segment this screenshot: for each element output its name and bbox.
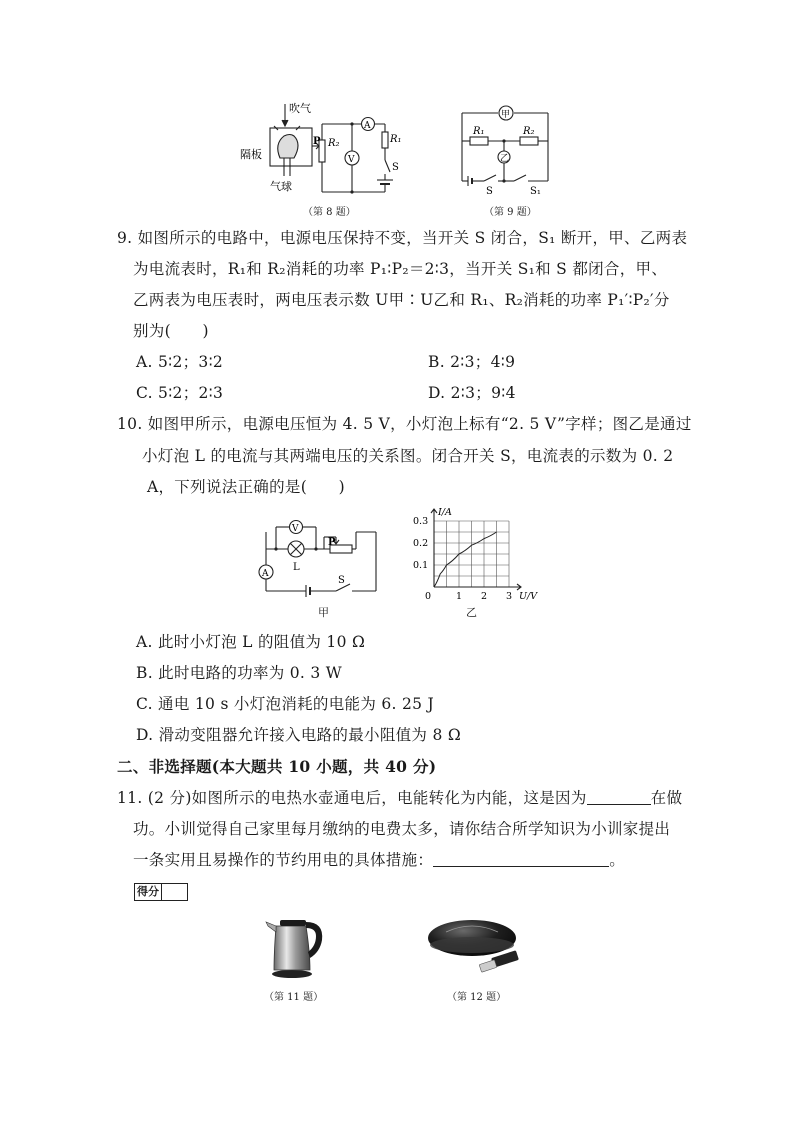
figure-8-caption: （第 8 题）	[303, 207, 356, 218]
fig10-V-label: V	[292, 524, 299, 534]
fig9-R1-label: R₁	[473, 126, 485, 137]
fig8-P-label: P	[313, 136, 321, 147]
figure-10-jia-caption: 甲	[318, 606, 329, 619]
fig8-S-label: S	[392, 162, 399, 173]
q9-option-c: C. 5∶2；2∶3	[136, 384, 224, 402]
kettle-image	[262, 912, 330, 980]
q9-line2: 为电流表时，R₁和 R₂消耗的功率 P₁∶P₂＝2∶3，当开关 S₁和 S 都闭合，甲、	[133, 260, 668, 278]
chart-origin-label: 0	[425, 591, 432, 602]
q10-option-a: A. 此时小灯泡 L 的阻值为 10 Ω	[136, 633, 366, 651]
q11-line3-text: 一条实用且易操作的节约用电的具体措施：	[133, 851, 434, 869]
figure-9-circuit	[456, 105, 556, 197]
q11-line1-text: 11. (2 分)如图所示的电热水壶通电后，电能转化为内能，这是因为	[117, 789, 587, 807]
chart-x-axis-label: U/V	[519, 591, 538, 602]
figure-11-caption: （第 11 题）	[264, 992, 324, 1003]
fig8-board-label: 隔板	[240, 148, 262, 161]
chart-series-line	[434, 532, 497, 587]
score-box[interactable]	[134, 883, 188, 901]
q10-option-d: D. 滑动变阻器允许接入电路的最小阻值为 8 Ω	[136, 726, 461, 744]
figure-9-caption: （第 9 题）	[484, 207, 537, 218]
q11-blank-2[interactable]	[433, 850, 609, 867]
fig9-S1-label: S₁	[530, 186, 541, 197]
fig10-P-label: P	[328, 537, 336, 548]
score-label: 得分	[135, 884, 162, 900]
q9-line1: 9. 如图所示的电路中，电源电压保持不变，当开关 S 闭合，S₁ 断开，甲、乙两表	[117, 229, 688, 247]
fig9-jia-label: 甲	[501, 110, 511, 120]
fig9-S-label: S	[486, 186, 493, 197]
chart-y-tick-label: 0.1	[413, 560, 429, 571]
q10-line2: 小灯泡 L 的电流与其两端电压的关系图。闭合开关 S，电流表的示数为 0. 2	[142, 447, 674, 465]
fig9-R2-label: R₂	[523, 126, 535, 137]
figure-10-yi-chart	[412, 505, 542, 605]
fig8-balloon-label: 气球	[270, 180, 292, 193]
chart-caption: 乙	[466, 606, 477, 619]
fig8-blow-label: 吹气	[289, 102, 311, 115]
fig10-S-label: S	[338, 575, 345, 586]
fig8-V-label: V	[348, 155, 355, 165]
chart-x-tick-label: 3	[506, 591, 513, 602]
q11-line3	[133, 850, 625, 870]
fig8-R2-label: R₂	[328, 138, 340, 149]
q10-line1: 10. 如图甲所示，电源电压恒为 4. 5 V，小灯泡上标有“2. 5 V”字样；图乙是通过	[117, 415, 692, 433]
q9-option-a: A. 5∶2；3∶2	[136, 353, 224, 371]
q9-option-d: D. 2∶3；9∶4	[428, 384, 516, 402]
q9-line4: 别为( )	[133, 322, 209, 340]
q11-line1	[117, 788, 682, 808]
chart-y-tick-label: 0.3	[413, 516, 429, 527]
q11-line2: 功。小训觉得自己家里每月缴纳的电费太多，请你结合所学知识为小训家提出	[133, 820, 671, 838]
mouse-image	[424, 912, 534, 980]
fig8-A-label: A	[364, 121, 371, 131]
chart-x-tick-label: 2	[481, 591, 488, 602]
figure-8-circuit	[240, 100, 412, 200]
fig8-R1-label: R₁	[390, 134, 402, 145]
figure-10-jia-circuit	[250, 515, 385, 600]
fig10-L-label: L	[293, 562, 300, 573]
chart-y-axis-label: I/A	[438, 507, 452, 518]
chart-x-tick-label: 1	[456, 591, 463, 602]
fig10-A-label: A	[262, 569, 269, 579]
section-2-heading: 二、非选择题(本大题共 10 小题，共 40 分)	[117, 757, 437, 776]
q11-line3-end: 。	[609, 851, 626, 869]
q11-blank-1[interactable]	[587, 788, 651, 805]
q10-option-b: B. 此时电路的功率为 0. 3 W	[136, 664, 343, 682]
chart-y-tick-label: 0.2	[413, 538, 429, 549]
fig9-yi-label: 乙	[500, 154, 510, 164]
q10-line3: A，下列说法正确的是( )	[147, 478, 345, 496]
q10-option-c: C. 通电 10 s 小灯泡消耗的电能为 6. 25 J	[136, 695, 435, 713]
figure-12-caption: （第 12 题）	[447, 992, 507, 1003]
q9-option-b: B. 2∶3；4∶9	[428, 353, 516, 371]
q9-line3: 乙两表为电压表时，两电压表示数 U甲∶U乙和 R₁、R₂消耗的功率 P₁′∶P₂′分	[133, 291, 670, 309]
q11-line1-end: 在做	[650, 789, 683, 807]
